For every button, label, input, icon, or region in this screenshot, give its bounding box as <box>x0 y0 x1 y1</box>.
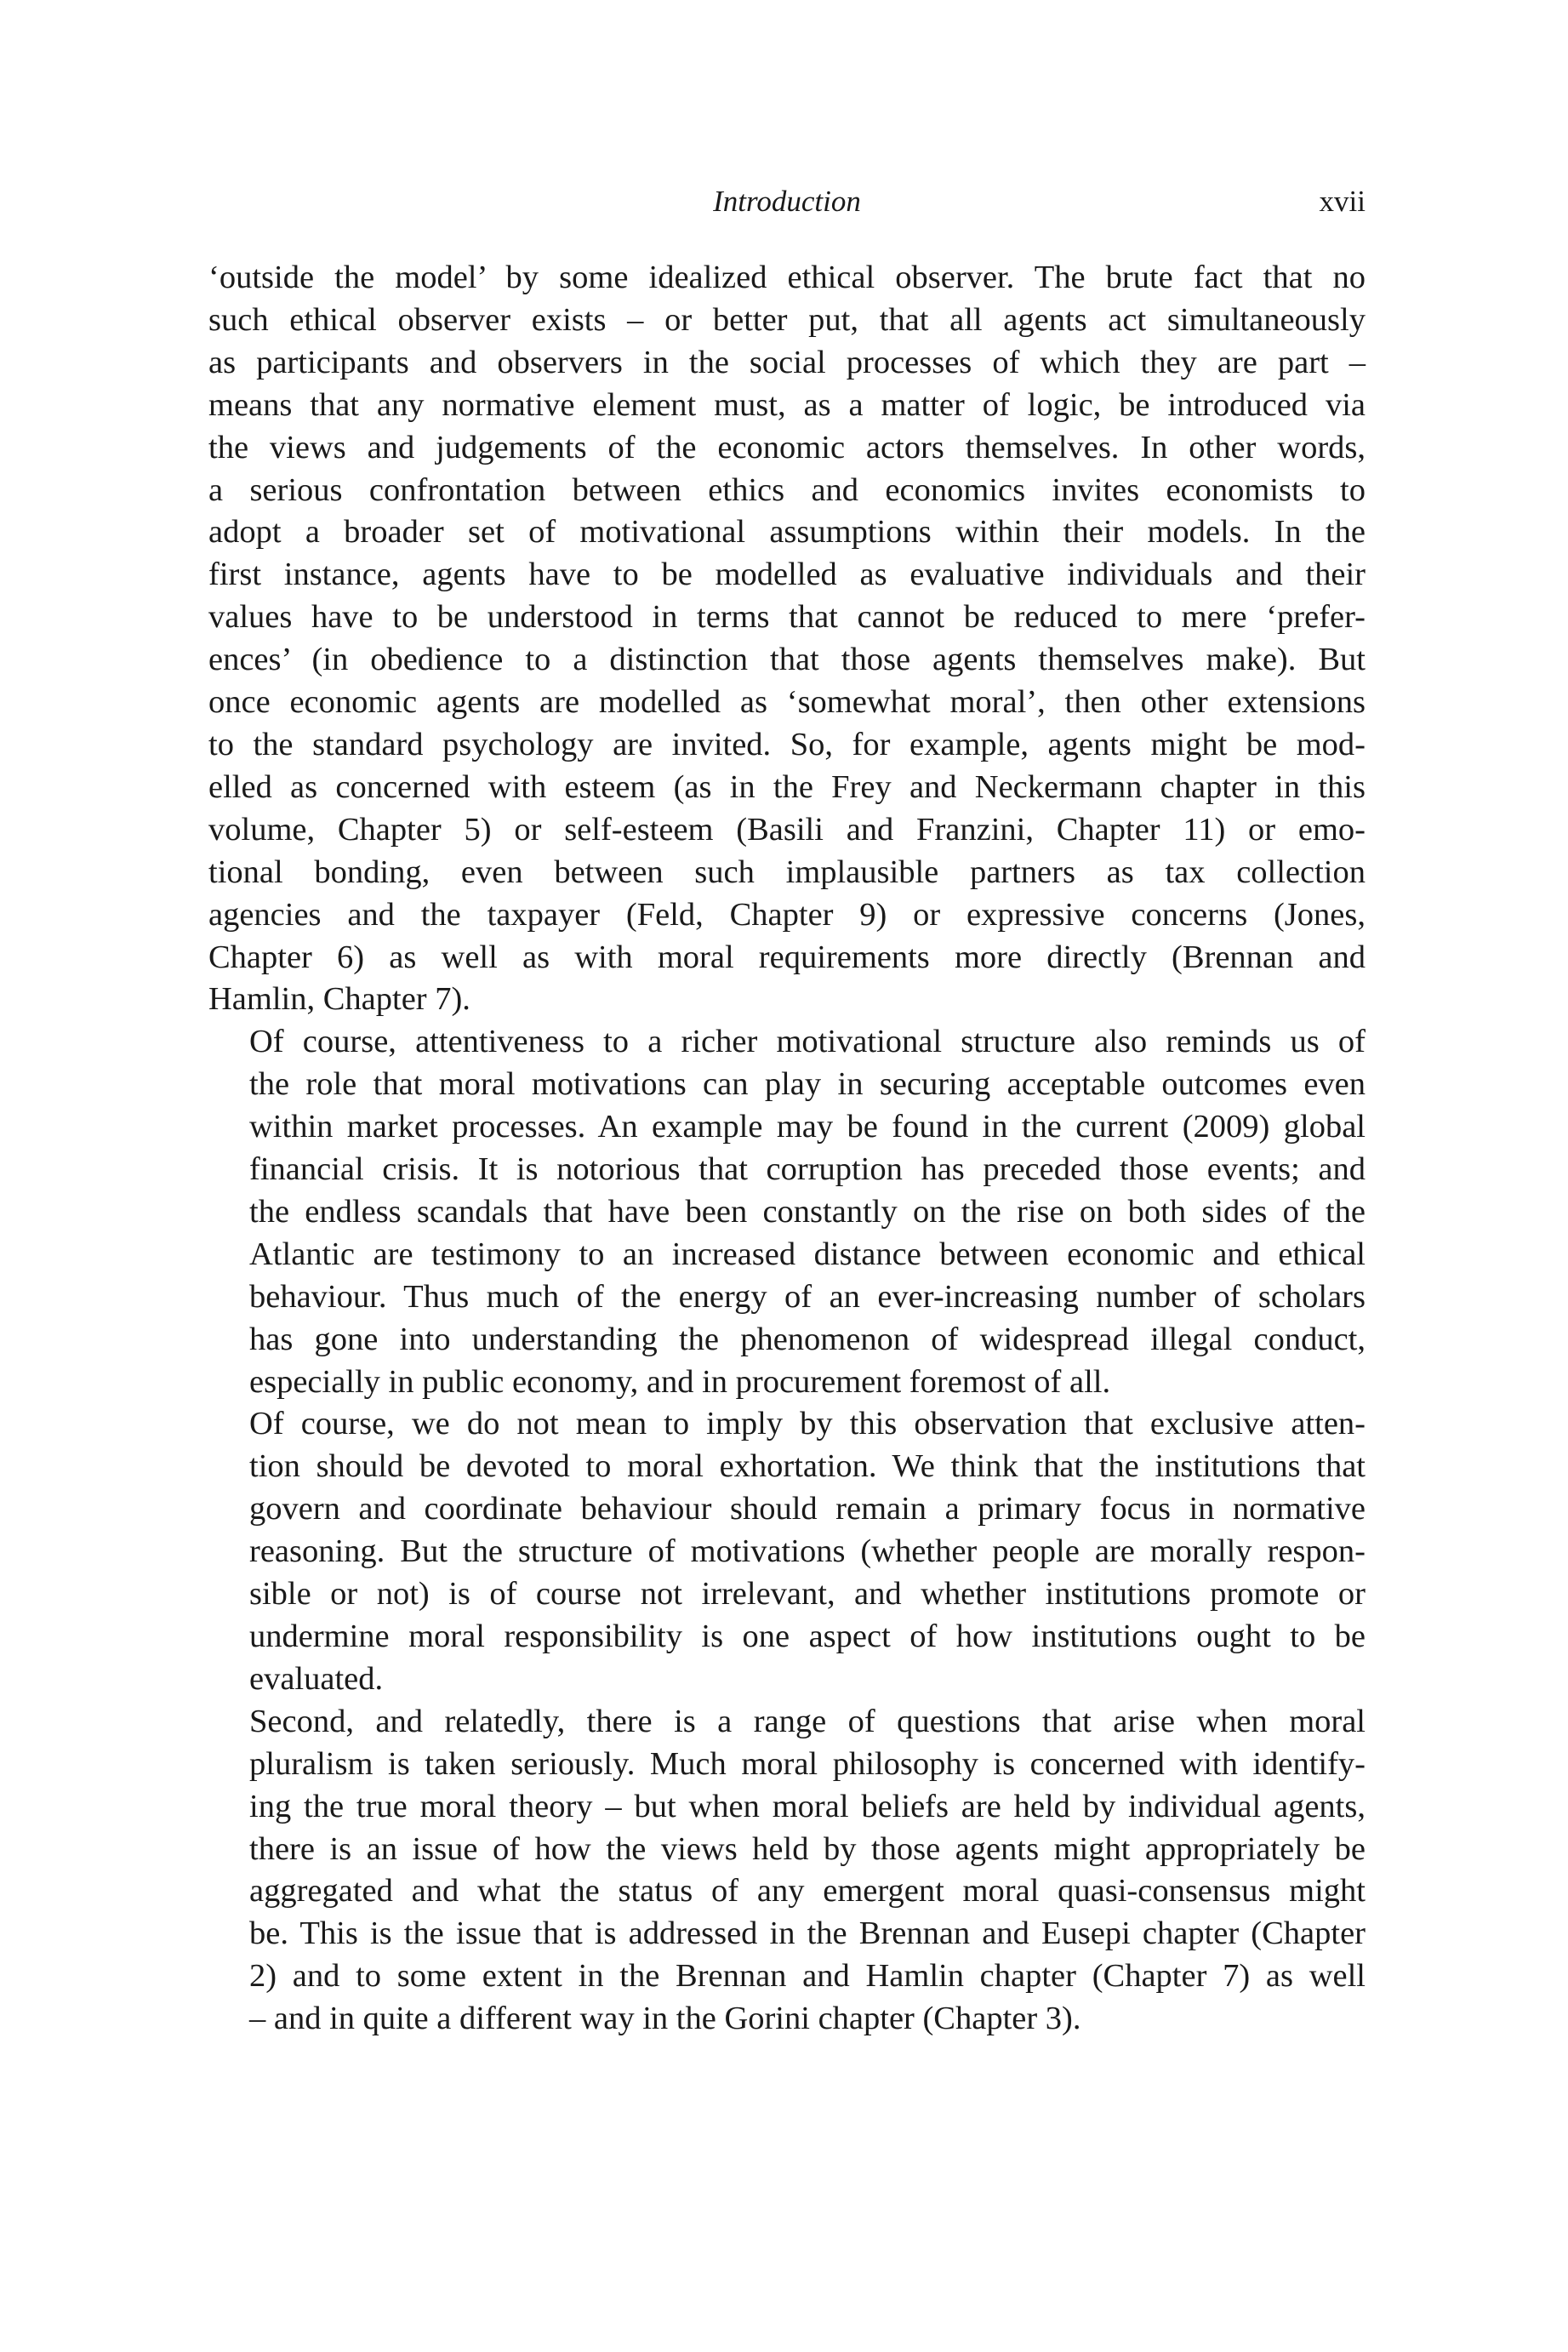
page-number: xvii <box>1319 185 1366 218</box>
text-line: the views and judgements of the economic actors themselves. In other words, <box>208 429 1366 465</box>
text-line: financial crisis. It is notorious that corruption has preceded those events; and <box>249 1151 1366 1188</box>
text-line: evaluated. <box>249 1660 384 1697</box>
text-line: to the standard psychology are invited. So, for example, agents might be mod- <box>208 726 1366 762</box>
text-line: – and in quite a different way in the Gorini chapter (Chapter 3). <box>249 2001 1081 2037</box>
text-line: ences’ (in obedience to a distinction that those agents themselves make). But <box>208 642 1366 678</box>
text-line: Chapter 6) as well as with moral requirements more directly (Brennan and <box>208 939 1366 975</box>
text-line: volume, Chapter 5) or self-esteem (Basili and Franzini, Chapter 11) or emo- <box>208 811 1366 848</box>
text-line: the endless scandals that have been constantly on the rise on both sides of the <box>249 1193 1366 1230</box>
text-line: Second, and relatedly, there is a range of questions that arise when moral <box>249 1703 1366 1739</box>
text-line: especially in public economy, and in procurement foremost of all. <box>249 1363 1111 1400</box>
body-text <box>208 257 1366 2041</box>
text-line: tion should be devoted to moral exhortation. We think that the institutions that <box>249 1448 1366 1485</box>
text-line: agencies and the taxpayer (Feld, Chapter 9) or expressive concerns (Jones, <box>208 896 1366 933</box>
text-line: behaviour. Thus much of the energy of an ever-increasing number of scholars <box>249 1278 1366 1315</box>
text-line: aggregated and what the status of any emergent moral quasi-consensus might <box>249 1873 1366 1910</box>
text-line: 2) and to some extent in the Brennan and Hamlin chapter (Chapter 7) as well <box>249 1958 1366 1995</box>
text-line: means that any normative element must, as a matter of logic, be introduced via <box>208 386 1366 423</box>
running-head <box>208 180 1366 223</box>
text-line: a serious confrontation between ethics and economics invites economists to <box>208 471 1366 508</box>
text-line: govern and coordinate behaviour should remain a primary focus in normative <box>249 1491 1366 1527</box>
paragraph <box>208 1701 1366 2041</box>
text-line: sible or not) is of course not irrelevant, and whether institutions promote or <box>249 1576 1366 1613</box>
text-line: tional bonding, even between such implausible partners as tax collection <box>208 853 1366 890</box>
text-line: Of course, attentiveness to a richer motivational structure also reminds us of <box>249 1024 1366 1060</box>
text-line: there is an issue of how the views held by those agents might appropriately be <box>249 1830 1366 1867</box>
text-line: ing the true moral theory – but when moral beliefs are held by individual agents, <box>249 1788 1366 1824</box>
running-title: Introduction <box>713 185 861 218</box>
text-line: values have to be understood in terms that cannot be reduced to mere ‘prefer- <box>208 599 1366 636</box>
text-line: Atlantic are testimony to an increased distance between economic and ethical <box>249 1236 1366 1272</box>
text-line: such ethical observer exists – or better put, that all agents act simultaneously <box>208 301 1366 338</box>
text-line: the role that moral motivations can play in securing acceptable outcomes even <box>249 1066 1366 1103</box>
text-line: first instance, agents have to be modelled as evaluative individuals and their <box>208 557 1366 593</box>
text-line: ‘outside the model’ by some idealized ethical observer. The brute fact that no <box>208 260 1366 295</box>
text-line: adopt a broader set of motivational assumptions within their models. In the <box>208 514 1366 551</box>
text-line: once economic agents are modelled as ‘somewhat moral’, then other extensions <box>208 684 1366 721</box>
text-line: Hamlin, Chapter 7). <box>208 981 470 1018</box>
text-line: pluralism is taken seriously. Much moral philosophy is concerned with identify- <box>249 1745 1366 1782</box>
text-line: elled as concerned with esteem (as in the Frey and Neckermann chapter in this <box>208 768 1366 805</box>
paragraph <box>208 1403 1366 1700</box>
text-line: within market processes. An example may be found in the current (2009) global <box>249 1109 1366 1145</box>
text-line: has gone into understanding the phenomenon of widespread illegal conduct, <box>249 1321 1366 1357</box>
text-line: be. This is the issue that is addressed in the Brennan and Eusepi chapter (Chapter <box>249 1915 1366 1952</box>
text-line: Of course, we do not mean to imply by this observation that exclusive atten- <box>249 1406 1366 1442</box>
text-line: reasoning. But the structure of motivations (whether people are morally respon- <box>249 1533 1366 1570</box>
paragraph <box>208 257 1366 1021</box>
paragraph <box>208 1021 1366 1403</box>
text-line: undermine moral responsibility is one aspect of how institutions ought to be <box>249 1618 1366 1654</box>
text-line: as participants and observers in the social processes of which they are part – <box>208 344 1366 380</box>
